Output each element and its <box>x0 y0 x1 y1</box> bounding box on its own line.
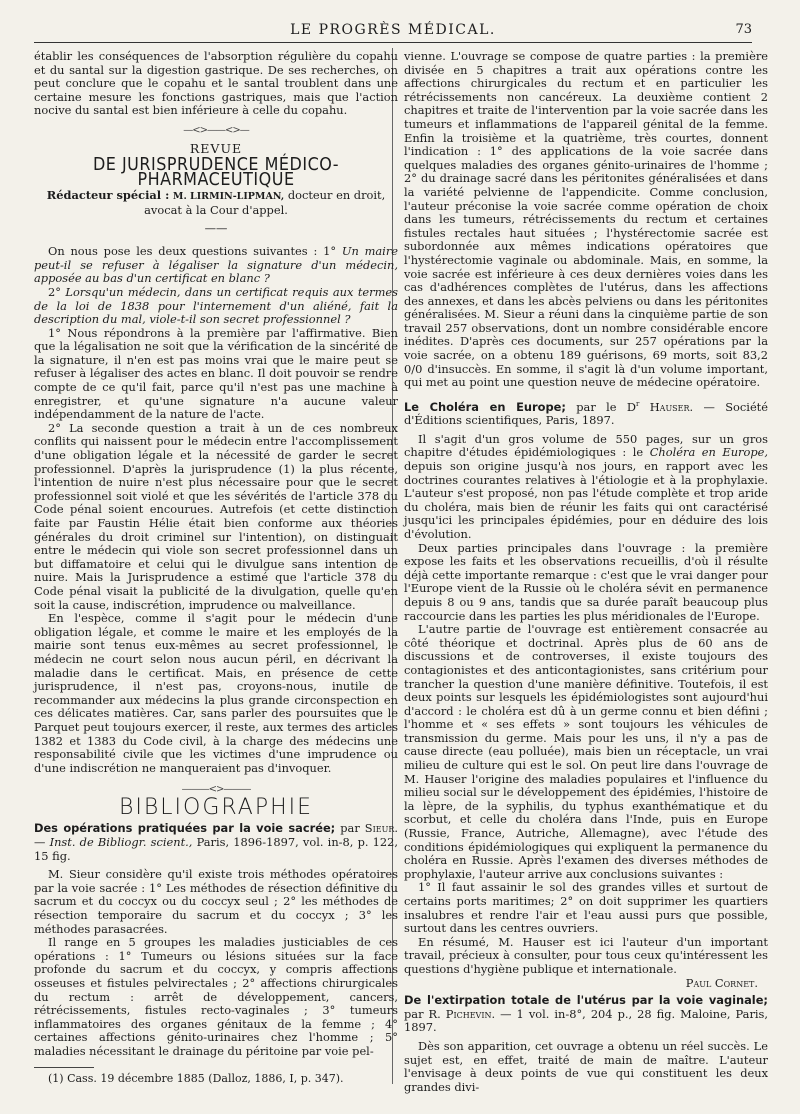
ornament-divider-2: ———<>——— <box>181 784 251 796</box>
questions-paragraph <box>34 245 398 286</box>
review-1-paragraph-1: M. Sieur considère qu'il existe trois méthodes opératoires par la voie sacrée : 1° Les méthodes de résection définitive du sacrum et du coccyx ou du coccyx seul ; 2° les méthodes de résection temporaire du sacrum et du coccyx ; 3° les méthodes parasacrées. <box>34 867 398 936</box>
book-title-3: De l'extirpation totale de l'utérus par la voie vaginale; <box>404 993 768 1008</box>
book-entry-1-heading <box>34 822 398 863</box>
review-2-p1-a: Il s'agit d'un gros volume de 550 pages, sur un gros chapitre d'études épidémiologiques : le <box>404 431 768 460</box>
question-one: Un maire peut-il se refuser à légaliser la signature d'un médecin, apposée au bas d'un certificat en blanc ? <box>34 244 399 286</box>
page-number: 73 <box>735 22 752 37</box>
review-2-paragraph-4: 1° Il faut assainir le sol des grandes villes et surtout de certains ports maritimes; 2° on doit supprimer les quartiers insalubres et rendre l'air et l'eau aussi purs que possible, surtout dans les centres ouvriers. <box>404 880 768 936</box>
review-3-paragraph-1: Dès son apparition, cet ouvrage a obtenu un réel succès. Le sujet est, en effet, traité de main de maître. L'auteur l'envisage à deux points de vue qui constituent les deux grandes divi- <box>404 1038 768 1094</box>
book-title-1: Des opérations pratiquées par la voie sacrée; <box>34 821 336 836</box>
book-ref-2a: par le D <box>576 399 637 414</box>
book-ref-1a: par <box>340 821 360 836</box>
editor-label: Rédacteur spécial : <box>46 188 170 203</box>
editor-name: M. LIRMIN-LIPMAN, <box>172 191 285 203</box>
review-2-p1-b: depuis son origine jusqu'à nos jours, en rapport avec les doctrines courantes relatives à l'étiologie et à la prophylaxie. L'auteur s'est proposé, non pas l'étude complète et trop aride du choléra, mais bien de réunir les faits qui ont caractérisé jusqu'ici les principales épidémies, pour en déduire des lois d'évolution. <box>404 459 768 541</box>
review-2-paragraph-1 <box>404 433 768 542</box>
book-ref-1c: Paris, 1896-1897, vol. in-8, p. 122, 15 fig. <box>34 835 399 863</box>
journal-title: LE PROGRÈS MÉDICAL. <box>290 22 496 38</box>
footnote-rule <box>34 1067 94 1068</box>
book-ref-1b: — <box>34 835 46 850</box>
book-author-2: Hauser. <box>649 399 694 414</box>
running-header <box>34 20 752 43</box>
section-title: DE JURISPRUDENCE MÉDICO-PHARMACEUTIQUE <box>92 153 340 190</box>
ornament-divider: —<>——<>— <box>183 124 249 136</box>
book-ref-2b: — Société d'Éditions scientifiques, Paris, 1897. <box>404 399 768 428</box>
left-column <box>34 49 399 1085</box>
question-two-paragraph <box>34 286 398 327</box>
book-entry-2-heading <box>404 398 768 428</box>
book-ref-3a: par R. <box>404 1006 441 1021</box>
editor-role: docteur en droit, avocat à la Cour d'appel. <box>144 188 386 217</box>
review-2-p1-title: Choléra en Europe, <box>649 445 768 460</box>
answer-conclusion: En l'espèce, comme il s'agit pour le médecin d'une obligation légale, et comme le maire et les employés de la mairie sont tenus eux-mêmes au secret professionnel, le médecin ne court selon nous aucun péril, en décrivant la maladie dans le certificat. Mais, en présence de cette jurisprudence, il n'est pas, croyons-nous, inutile de recommander aux médecins la plus grande circonspection en ces délicates matières. Car, sans parler des poursuites que le Parquet peut toujours exercer, il reste, aux termes des articles 1382 et 1383 du Code civil, à la charge des médecins une responsabilité civile que les victimes d'une imprudence ou d'une indiscrétion ne manqueraient pas d'invoquer. <box>34 611 398 775</box>
footnote: (1) Cass. 19 décembre 1885 (Dalloz, 1886, I, p. 347). <box>48 1071 344 1085</box>
book-entry-3-heading <box>404 994 768 1035</box>
review-2-signature: Paul Cornet. <box>685 975 758 990</box>
answer-one: 1° Nous répondrons à la première par l'affirmative. Bien que la légalisation ne soit que la vérification de la sincérité de la signature, il n'en est pas moins vrai que le maire peut se refuser à légaliser des actes en blanc. Il doit pouvoir se rendre compte de ce qu'il fait, parce qu'il n'est pas une machine à enregistrer, et qu'une signature n'a aucune valeur indépendamment de la nature de l'acte. <box>34 325 398 422</box>
answer-two: 2° La seconde question a trait à un de ces nombreux conflits qui naissent pour le médecin entre l'accomplissement d'une obligation légale et la nécessité de garder le secret professionnel. D'après la jurisprudence (1) la plus récente, l'intention de nuire n'est plus nécessaire pour que le secret professionnel soit violé et que les sévérités de l'article 378 du Code pénal soient encourues. Autrefois (et cette distinction faite par Faustin Hélie était bien conforme aux théories générales du droit criminel sur l'intention), on distinguait entre le médecin qui viole son secret professionnel dans un but diffamatoire et celui qui le divulgue sans intention de nuire. Mais la Jurisprudence a estimé que l'article 378 du Code pénal visait la publicité de la divulgation, quelle qu'en soit la cause, indiscrétion, imprudence ou malveillance. <box>34 420 398 612</box>
review-2-paragraph-3: L'autre partie de l'ouvrage est entièrement consacrée au côté théorique et doctrinal. Après plus de 60 ans de discussions et de controverses, il existe toujours des contagionistes et des anticontagionistes, sans critérium pour trancher la question d'une manière définitive. Toutefois, il est deux points sur lesquels les épidémiologistes sont aujourd'hui d'accord : le choléra est dû à un germe connu et bien défini ; l'homme et « ses effets » sont toujours les véhicules de transmission du germe. Mais pour les uns, il n'y a pas de cause directe (eau polluée), mais bien un réceptacle, un vrai milieu de culture qui est le sol. On peut lire dans l'ouvrage de M. Hauser l'origine des maladies populaires et l'influence du milieu social sur le développement des épidémies, l'histoire de la lèpre, de la syphilis, du typhus exanthématique et du scorbut, et celle du choléra dans l'Inde, puis en Europe (Russie, France, Autriche, Allemagne), avec l'étude des conditions épidémiologiques qui expliquent la permanence du choléra en Russie. Après l'examen des diverses méthodes de prophylaxie, l'auteur arrive aux conclusions suivantes : <box>404 622 768 881</box>
review-2-paragraph-2: Deux parties principales dans l'ouvrage : la première expose les faits et les observations recueillis, d'où il résulte déjà cette importante remarque : c'est que le vrai danger pour l'Europe vient de la Russie où le choléra sévit en permanence depuis 8 ou 9 ans, tandis que sa durée paraît beaucoup plus raccourcie dans les parties les plus méridionales de l'Europe. <box>404 540 768 623</box>
book-title-2: Le Choléra en Europe; <box>404 399 566 414</box>
intro-paragraph: établir les conséquences de l'absorption régulière du copahu et du santal sur la digestion gastrique. De ses recherches, on peut conclure que le copahu et le santal troublent dans une certaine mesure les fonctions gastriques, mais que l'action nocive du santal est bien inférieure à celle du copahu. <box>34 49 398 118</box>
section-kicker: REVUE <box>189 140 243 156</box>
question-two: Lorsqu'un médecin, dans un certificat requis aux termes de la loi de 1838 pour l'internement d'un aliéné, fait la description du mal, viole-t-il son secret professionnel ? <box>34 284 398 327</box>
questions-intro: On nous pose les deux questions suivantes : 1° <box>48 244 337 259</box>
review-2-paragraph-5: En résumé, M. Hauser est ici l'auteur d'un important travail, précieux à consulter, pour tous ceux qu'intéressent les questions d'hygiène publique et internationale. <box>404 934 768 976</box>
question-two-number: 2° <box>48 284 61 299</box>
book-ref-2-sup: r <box>636 399 640 408</box>
review-1-continuation: vienne. L'ouvrage se compose de quatre parties : la première divisée en 5 chapitres a trait aux opérations contre les affections chirurgicales du rectum et en particulier les rétrécissements non cancéreux. La deuxième contient 2 chapitres et traite de l'intervention par la voie sacrée dans les tumeurs et inflammations de l'appareil génital de la femme. Enfin la troisième et la quatrième, très courtes, donnent l'indication : 1° des applications de la voie sacrée dans quelques maladies des organes génito-urinaires de l'homme ; 2° du drainage sacré dans les péritonites généralisées et dans la variété pelvienne de l'appendicite. Comme conclusion, l'auteur préconise la voie sacrée comme opération de choix dans les tumeurs, rétrécissements du rectum et certaines fistules rectales haut situées ; l'hystérectomie sacrée est subordonnée aux mêmes indications opératoires que l'hystérectomie vaginale ou abdominale. Mais, en somme, la voie sacrée est inférieure à ces deux dernières voies dans les cas d'adhérences complètes de l'utérus, dans les affections des annexes, et dans les abcès pelviens ou dans les péritonites généralisées. M. Sieur a réuni dans la cinquième partie de son travail 257 observations, dont un nombre considérable encore inédites. D'après ces documents, sur 257 opérations par la voie sacrée, on a obtenu 189 guérisons, 69 morts, soit 83,2 0/0 d'insuccès. En somme, il s'agit là d'un volume important, qui met au point une question neuve de médecine opératoire. <box>404 49 768 390</box>
review-1-paragraph-2: Il range en 5 groupes les maladies justiciables de ces opérations : 1° Tumeurs ou lésions situées sur la face profonde du sacrum et du coccyx, y compris affections osseuses et fistules pelvirectales ; 2° affections chirurgicales du rectum : arrêt de développement, cancers, rétrécissements, fistules recto-vaginales ; 3° tumeurs inflammatoires des organes génitaux de la femme ; 4° certaines affections génito-urinaires chez l'homme ; 5° maladies nécessitant le drainage du péritoine par voie pel- <box>34 935 398 1058</box>
editor-line <box>34 189 398 217</box>
short-rule: —— <box>204 220 228 235</box>
book-author-1: Sieur. <box>364 821 398 836</box>
book-author-3: Pichevin. <box>445 1006 496 1021</box>
bibliography-heading: BIBLIOGRAPHIE <box>118 794 314 820</box>
right-column <box>404 49 768 1094</box>
book-ref-3b: — 1 vol. in-8°, 204 p., 28 fig. Maloine, Paris, 1897. <box>404 1006 768 1035</box>
book-source-1: Inst. de Bibliogr. scient., <box>49 835 193 850</box>
